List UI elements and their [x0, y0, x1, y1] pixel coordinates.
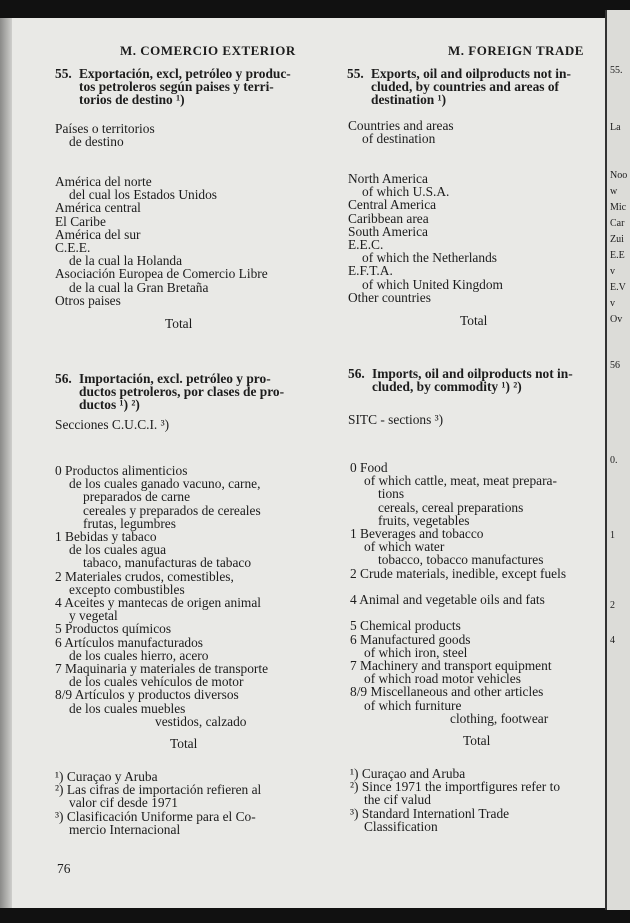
title-line: [55, 398, 284, 411]
table-55-column-header-en: [348, 119, 454, 145]
table-55-total-es: Total: [165, 316, 193, 331]
footnote: ³) Standard Internationl Trade: [350, 805, 510, 821]
footnote: ²) Since 1971 the importfigures refer to: [350, 779, 561, 795]
table-row: of which road motor vehicles: [364, 671, 521, 687]
title-text: ductos ¹) ²): [79, 397, 140, 413]
col-label: Países o territorios: [55, 121, 155, 136]
right-header: M. FOREIGN TRADE: [448, 43, 584, 58]
table-56-column-header-en: SITC - sections ³): [348, 412, 444, 427]
table-row: 2 Crude materials, inedible, except fuels: [350, 565, 567, 581]
table-56-column-header-es: Secciones C.U.C.I. ³): [55, 417, 170, 432]
next-page-text-fragment: Ov: [610, 314, 623, 325]
table-row: E.E.C.: [348, 237, 384, 253]
next-page-text-fragment: 2: [610, 600, 615, 611]
next-page-text-fragment: Noo: [610, 170, 628, 181]
table-56-total-es: Total: [170, 736, 198, 751]
title-line: [348, 380, 573, 393]
table-55-total-en: Total: [460, 313, 488, 328]
title-text: Exportación, excl, petróleo y produc-: [79, 66, 291, 81]
table-row: tobacco, tobacco manufactures: [378, 552, 544, 568]
footnote: valor cif desde 1971: [69, 795, 178, 811]
table-55-rows-en: [348, 172, 503, 304]
table-number: 55.: [55, 66, 72, 81]
next-page-text-fragment: Car: [610, 218, 625, 229]
table-number: 56.: [348, 366, 365, 381]
table-row: North America: [348, 171, 428, 186]
next-page-text-fragment: 1: [610, 530, 615, 541]
col-label: de destino: [69, 134, 124, 150]
table-row: 1 Bebidas y tabaco: [55, 529, 157, 545]
next-page-text-fragment: 55.: [610, 65, 623, 76]
table-row: South America: [348, 223, 428, 239]
next-page-text-fragment: La: [610, 122, 621, 133]
table-row: Otros paises: [55, 292, 121, 308]
table-row: 6 Manufactured goods: [350, 631, 471, 647]
table-row: América del norte: [55, 174, 152, 189]
table-row: de los cuales ganado vacuno, carne,: [69, 476, 261, 492]
next-page-text-fragment: Mic: [610, 202, 627, 213]
left-header: M. COMERCIO EXTERIOR: [120, 43, 296, 58]
footnote: mercio Internacional: [69, 821, 181, 837]
footnote: ³) Clasificación Uniforme para el Co-: [55, 808, 256, 824]
table-row: clothing, footwear: [450, 710, 549, 726]
table-row: 8/9 Artículos y productos diversos: [55, 687, 239, 703]
table-row: 4 Aceites y mantecas de origen animal: [55, 595, 261, 611]
table-56-rows-es: [55, 464, 268, 728]
title-text: ductos petroleros, por clases de pro-: [79, 384, 285, 400]
footnotes-es: [55, 770, 261, 836]
table-row: 7 Maquinaria y materiales de transporte: [55, 661, 269, 677]
title-text: Exports, oil and oilproducts not in-: [371, 66, 571, 81]
table-row: de los cuales agua: [69, 542, 167, 558]
table-row: of which U.S.A.: [362, 184, 450, 200]
title-text: torios de destino ¹): [79, 92, 185, 108]
table-row: 0 Food: [350, 460, 388, 475]
next-page-text-fragment: 56: [610, 360, 620, 371]
footnote: ²) Las cifras de importación refieren al: [55, 782, 262, 798]
table-row: of which furniture: [364, 697, 462, 713]
table-row: 1 Beverages and tobacco: [350, 526, 484, 542]
footnote: ¹) Curaçao y Aruba: [55, 769, 158, 784]
table-55-rows-es: [55, 175, 268, 307]
col-label: of destination: [362, 131, 436, 147]
next-page-text-fragment: v: [610, 298, 615, 309]
table-row: preparados de carne: [83, 489, 191, 505]
table-row: 7 Machinery and transport equipment: [350, 658, 552, 674]
table-row: excepto combustibles: [69, 581, 185, 597]
table-row: Central America: [348, 197, 437, 213]
table-row: of which the Netherlands: [362, 250, 497, 266]
table-row: El Caribe: [55, 213, 106, 229]
table-55-column-header-es: [55, 122, 155, 148]
table-row: of which United Kingdom: [362, 276, 503, 292]
table-row: y vegetal: [69, 608, 118, 624]
next-page-text-fragment: 0.: [610, 455, 618, 466]
footnote: Classification: [364, 818, 438, 834]
table-row: 4 Animal and vegetable oils and fats: [350, 592, 545, 608]
table-row: frutas, legumbres: [83, 515, 176, 531]
next-page-text-fragment: v: [610, 266, 615, 277]
table-row: Asociación Europea de Comercio Libre: [55, 266, 268, 282]
table-row: de los cuales vehículos de motor: [69, 674, 244, 690]
table-55-title-en: [347, 67, 571, 107]
table-row: E.F.T.A.: [348, 263, 393, 279]
table-row: de la cual la Holanda: [69, 253, 183, 269]
table-row: 6 Artículos manufacturados: [55, 634, 204, 650]
title-text: cluded, by commodity ¹) ²): [372, 379, 522, 395]
footnotes-en: [350, 767, 560, 833]
title-line: [55, 93, 291, 106]
table-56-title-en: [348, 367, 573, 393]
table-row: 5 Productos químicos: [55, 621, 172, 637]
table-row: of which iron, steel: [364, 644, 468, 660]
table-56-title-es: [55, 372, 284, 412]
table-row: de los cuales muebles: [69, 700, 186, 716]
title-text: cluded, by countries and areas of: [371, 79, 559, 95]
table-row: 0 Productos alimenticios: [55, 463, 188, 478]
table-row: fruits, vegetables: [378, 512, 470, 528]
next-page-text-fragment: E.E: [610, 250, 625, 261]
table-row: of which water: [364, 539, 445, 555]
table-row: de la cual la Gran Bretaña: [69, 279, 209, 295]
table-row: 5 Chemical products: [350, 618, 461, 634]
next-page-text-fragment: w: [610, 186, 618, 197]
book-spine-shadow: [0, 18, 12, 908]
table-row: Other countries: [348, 289, 431, 305]
next-page-text-fragment: 4: [610, 635, 615, 646]
title-text: tos petroleros según paises y terri-: [79, 79, 274, 95]
table-row: C.E.E.: [55, 240, 91, 256]
table-row: del cual los Estados Unidos: [69, 187, 218, 203]
table-row: cereales y preparados de cereales: [83, 502, 261, 518]
table-row: of which cattle, meat, meat prepara-: [364, 473, 557, 489]
table-56-total-en: Total: [463, 733, 491, 748]
title-line: [347, 93, 571, 106]
footnote: the cif valud: [364, 792, 431, 808]
table-number: 55.: [347, 66, 364, 81]
table-row: 8/9 Miscellaneous and other articles: [350, 684, 544, 700]
next-page-edge: [605, 10, 630, 910]
table-number: 56.: [55, 371, 72, 386]
table-row: Caribbean area: [348, 210, 429, 226]
table-row: 2 Materiales crudos, comestibles,: [55, 568, 234, 584]
table-row: América central: [55, 200, 141, 216]
table-row: vestidos, calzado: [155, 713, 247, 729]
table-row: tions: [378, 486, 405, 502]
table-55-title-es: [55, 67, 291, 107]
table-row: de los cuales hierro, acero: [69, 647, 209, 663]
page-number: 76: [57, 861, 71, 876]
next-page-text-fragment: E.V: [610, 282, 626, 293]
table-row: tabaco, manufacturas de tabaco: [83, 555, 252, 571]
col-label: Countries and areas: [348, 118, 454, 133]
table-56-rows-en: [350, 461, 566, 725]
title-text: Imports, oil and oilproducts not in-: [372, 366, 573, 381]
table-row: América del sur: [55, 226, 141, 242]
next-page-text-fragment: Zui: [610, 234, 624, 245]
footnote: ¹) Curaçao and Aruba: [350, 766, 466, 781]
title-text: Importación, excl. petróleo y pro-: [79, 371, 271, 386]
table-row: cereals, cereal preparations: [378, 499, 524, 515]
title-text: destination ¹): [371, 92, 447, 108]
